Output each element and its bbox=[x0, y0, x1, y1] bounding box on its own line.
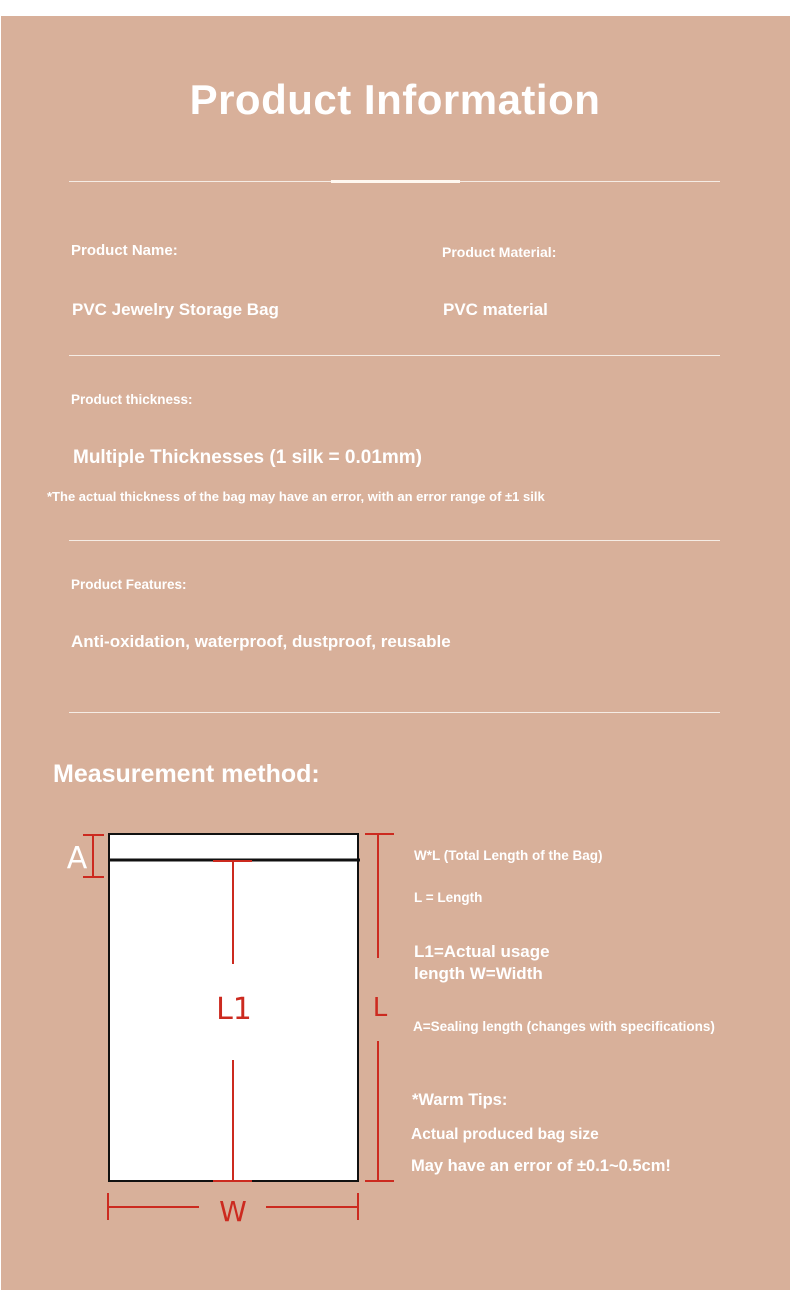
product-features-label: Product Features: bbox=[71, 577, 187, 592]
product-thickness-value: Multiple Thicknesses (1 silk = 0.01mm) bbox=[73, 447, 423, 468]
w-label: W bbox=[219, 1195, 247, 1228]
product-material-label: Product Material: bbox=[442, 244, 557, 260]
legend-total: W*L (Total Length of the Bag) bbox=[414, 848, 603, 863]
legend-sealing: A=Sealing length (changes with specifications) bbox=[413, 1019, 715, 1034]
measurement-heading: Measurement method: bbox=[53, 760, 320, 788]
l-label: L bbox=[372, 993, 388, 1023]
product-features-value: Anti-oxidation, waterproof, dustproof, reusable bbox=[71, 632, 451, 651]
legend-length: L = Length bbox=[414, 890, 483, 905]
product-thickness-label: Product thickness: bbox=[71, 392, 193, 407]
l1-label: L1 bbox=[216, 992, 252, 1027]
thickness-note: *The actual thickness of the bag may have an error, with an error range of ±1 silk bbox=[47, 489, 545, 504]
warm-tips-line-2: May have an error of ±0.1~0.5cm! bbox=[411, 1157, 671, 1175]
product-name-label: Product Name: bbox=[71, 242, 178, 259]
page-title: Product Information bbox=[189, 76, 601, 123]
warm-tips-line-1: Actual produced bag size bbox=[411, 1126, 599, 1143]
product-name-value: PVC Jewelry Storage Bag bbox=[72, 300, 279, 319]
product-material-value: PVC material bbox=[443, 300, 548, 319]
legend-l1-width: L1=Actual usage length W=Width bbox=[414, 942, 550, 983]
a-label: A bbox=[66, 841, 88, 876]
warm-tips-title: *Warm Tips: bbox=[412, 1091, 508, 1109]
